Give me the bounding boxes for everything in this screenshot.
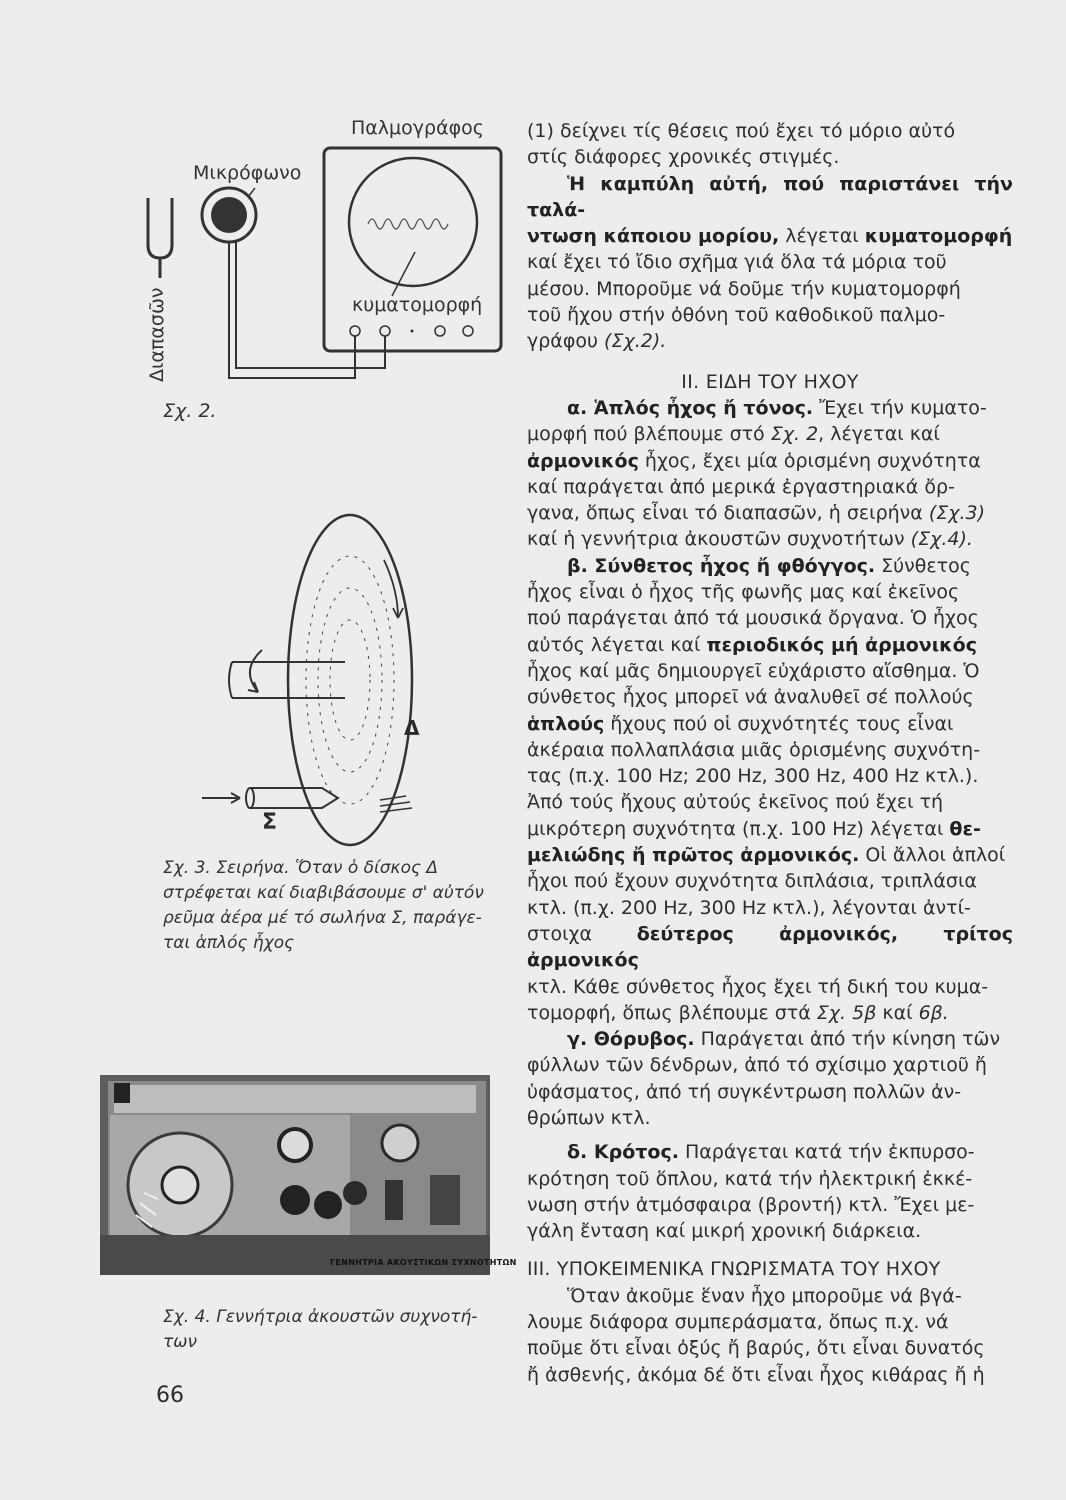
body-text-column	[527, 118, 1013, 1388]
microphone-label: Μικρόφωνο	[193, 162, 302, 184]
paragraph: Ὅταν ἀκοῦμε ἕναν ἦχο μποροῦμε νά βγά- λουμε διάφορα συμπεράσματα, ὅπως π.χ. νά ποῦμε ὅτι εἶναι ὀξύς ἤ βαρύς, ὅτι εἶναι δυνατός ἤ ἀσθενής, ἀκόμα δέ ὅτι εἶναι ἦχος κιθάρας ἤ ἡ	[527, 1284, 985, 1386]
tuning-fork-label: Διαπασῶν	[146, 287, 168, 382]
oscilloscope-diagram	[0, 0, 520, 420]
oscillograph-label: Παλμογράφος	[351, 117, 484, 139]
waveform-label: κυματομορφή	[352, 294, 483, 316]
microphone-icon	[202, 188, 256, 242]
page-number: 66	[156, 1383, 184, 1408]
paragraph: Ἡ καμπύλη αὐτή, πού παριστάνει τήν ταλά- ντωση κάποιου μορίου, λέγεται κυματομορφή καί ἔχει τό ἴδιο σχῆμα γιά ὅλα τά μόρια τοῦ μέσου. Μποροῦμε νά δοῦμε τήν κυματομορφή τοῦ ἤχου στήν ὀθόνη τοῦ καθοδικοῦ παλμο- γράφου (Σχ.2).	[527, 172, 1013, 353]
device-label: ΓΕΝΝΗΤΡΙΑ ΑΚΟΥΣΤΙΚΩΝ ΣΥΧΝΟΤΗΤΩΝ	[330, 1258, 517, 1267]
paragraph: δ. Κρότος. Παράγεται κατά τήν ἐκπυρσο- κρότηση τοῦ ὅπλου, κατά τήν ἠλεκτρική ἐκκέ- νωση στήν ἀτμόσφαιρα (βροντή) κτλ. Ἔχει με- γάλη ἔνταση καί μικρή χρονική διάρκεια.	[527, 1141, 975, 1243]
paragraph: β. Σύνθετος ἦχος ἤ φθόγγος. Σύνθετος ἦχος εἶναι ὁ ἦχος τῆς φωνῆς μας καί ἐκεῖνος πού παράγεται ἀπό τά μουσικά ὄργανα. Ὁ ἦχος αὐτός λέγεται καί περιοδικός μή ἀρμονικός ἦχος καί μᾶς δημιουργεῖ εὐχάριστο αἴσθημα. Ὁ σύνθετος ἦχος μπορεῖ νά ἀναλυθεῖ σέ πολλούς ἁπλούς ἤχους πού οἱ συχνότητές τους εἶναι ἀκέραια πολλαπλάσια μιᾶς ὁρισμένης συχνότη- τας (π.χ. 100 Hz; 200 Hz, 300 Hz, 400 Hz κτλ.). Ἀπό τούς ἤχους αὐτούς ἐκεῖνος πού ἔχει τή μικρότερη συχνότητα (π.χ. 100 Hz) λέγεται θε- μελιώδης ἤ πρῶτος ἀρμονικός. Οἱ ἄλλοι ἁπλοί ἦχοι πού ἔχουν συχνότητα διπλάσια, τριπλάσια κτλ. (π.χ. 200 Hz, 300 Hz κτλ.), λέγονται ἀντί- στοιχα δεύτερος ἀρμονικός, τρίτος ἀρμονικός κτλ. Κάθε σύνθετος ἦχος ἔχει τή δική του κυμα- τομορφή, ὅπως βλέπουμε στά Σχ. 5β καί 6β.	[527, 554, 1013, 1024]
figure-3-caption: Σχ. 3. Σειρήνα. Ὅταν ὁ δίσκος Δ στρέφεται καί διαβιβάσουμε σ' αὐτόν ρεῦμα ἀέρα μέ τό σωλήνα Σ, παράγε- ται ἁπλός ἦχος	[163, 858, 484, 953]
figure-2-caption: Σχ. 2.	[163, 400, 217, 422]
frequency-generator-photo	[100, 1075, 500, 1285]
tuning-fork-icon	[148, 198, 172, 278]
paragraph: γ. Θόρυβος. Παράγεται ἀπό τήν κίνηση τῶν φύλλων τῶν δένδρων, ἀπό τό σχίσιμο χαρτιοῦ ἤ ὑφάσματος, ἀπό τή συγκέντρωση πολλῶν ἀν- θρώπων κτλ.	[527, 1028, 1001, 1129]
waveform-trace	[368, 219, 448, 229]
figure-4-caption: Σχ. 4. Γεννήτρια ἀκουστῶν συχνοτή- των	[163, 1307, 478, 1352]
siren-disk	[288, 515, 412, 845]
paragraph: (1) δείχνει τίς θέσεις πού ἔχει τό μόριο αὐτό στίς διάφορες χρονικές στιγμές.	[527, 120, 956, 169]
disk-label: Δ	[404, 716, 420, 740]
oscillograph-box	[324, 148, 501, 351]
tube-label: Σ	[262, 810, 278, 835]
section-heading-2: II. ΕΙΔΗ ΤΟΥ ΗΧΟΥ	[681, 370, 859, 393]
siren-diagram	[0, 500, 480, 860]
paragraph: α. Ἁπλός ἦχος ἤ τόνος. Ἔχει τήν κυματο- μορφή πού βλέπουμε στό Σχ. 2, λέγεται καί ἀρμονικός ἦχος, ἔχει μία ὁρισμένη συχνότητα καί παράγεται ἀπό μερικά ἐργαστηριακά ὄρ- γανα, ὅπως εἶναι τό διαπασῶν, ἡ σειρήνα (Σχ.3) καί ἡ γεννήτρια ἀκουστῶν συχνοτήτων (Σχ.4).	[527, 396, 987, 551]
section-heading-3: III. ΥΠΟΚΕΙΜΕΝΙΚΑ ΓΝΩΡΙΣΜΑΤΑ ΤΟΥ ΗΧΟΥ	[527, 1258, 941, 1281]
